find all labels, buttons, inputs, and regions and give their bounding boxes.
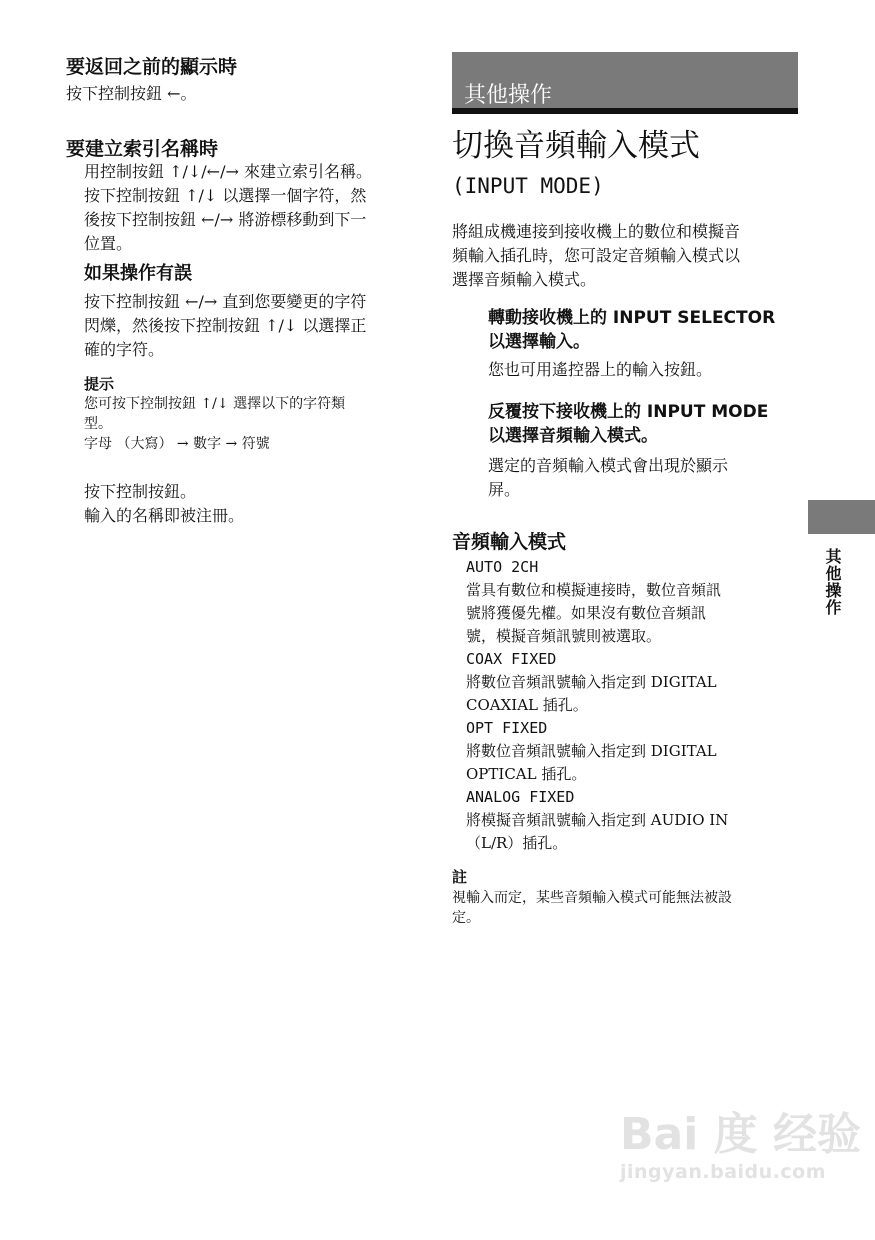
audio-input-modes-heading: 音頻輸入模式 bbox=[452, 531, 567, 553]
note-text bbox=[452, 888, 732, 928]
step1-heading bbox=[488, 306, 775, 354]
intro-text bbox=[452, 220, 740, 292]
tip-heading: 提示 bbox=[84, 375, 115, 393]
side-tab-label: 其他操作 bbox=[823, 548, 842, 616]
text-line: 當具有數位和模擬連接時，數位音頻訊 bbox=[466, 581, 722, 599]
text-line: 用控制按鈕 ↑/↓/←/→ 來建立索引名稱。 bbox=[84, 162, 372, 181]
text-line: 視輸入而定，某些音頻輸入模式可能無法被設 bbox=[452, 890, 732, 906]
text-line: 後按下控制按鈕 ←/→ 將游標移動到下一 bbox=[84, 210, 367, 229]
text-line: 確的字符。 bbox=[84, 340, 165, 359]
text-line: 號將獲優先權。如果沒有數位音頻訊 bbox=[466, 604, 707, 622]
if-mistake-text bbox=[84, 290, 366, 362]
text-line: （L/R）插孔。 bbox=[466, 834, 568, 852]
tip-text bbox=[84, 394, 345, 454]
text-line: 轉動接收機上的 INPUT SELECTOR bbox=[488, 308, 776, 328]
create-index-name-text bbox=[84, 160, 372, 256]
mode-name: ANALOG FIXED bbox=[466, 788, 575, 806]
page-title: 切換音頻輸入模式 bbox=[452, 128, 700, 164]
text-line: 輸入的名稱即被注冊。 bbox=[84, 506, 245, 525]
step2-heading bbox=[488, 400, 768, 448]
step1-body: 您也可用遙控器上的輸入按鈕。 bbox=[488, 360, 713, 379]
mode-description bbox=[466, 740, 728, 786]
text-line: 以選擇輸入。 bbox=[488, 332, 590, 352]
text-line: 您可按下控制按鈕 ↑/↓ 選擇以下的字符類 bbox=[84, 396, 346, 412]
text-line: 將數位音頻訊號輸入指定到 DIGITAL bbox=[466, 742, 717, 760]
text-line: 反覆按下接收機上的 INPUT MODE bbox=[488, 402, 769, 422]
heading-create-index-name: 要建立索引名稱時 bbox=[66, 138, 219, 160]
page-subtitle: (INPUT MODE) bbox=[452, 174, 604, 198]
watermark-url: jingyan.baidu.com bbox=[620, 1161, 826, 1183]
text-line: 將數位音頻訊號輸入指定到 DIGITAL bbox=[466, 673, 717, 691]
final-step-text bbox=[84, 480, 244, 528]
text-line: 按下控制按鈕 ←/→ 直到您要變更的字符 bbox=[84, 292, 367, 311]
text-line: 選擇音頻輸入模式。 bbox=[452, 270, 597, 289]
text-line: OPTICAL 插孔。 bbox=[466, 765, 587, 783]
text-line: 以選擇音頻輸入模式。 bbox=[488, 426, 658, 446]
text-line: 定。 bbox=[452, 910, 480, 926]
heading-if-mistake: 如果操作有誤 bbox=[84, 263, 192, 284]
text-line: 按下控制按鈕。 bbox=[84, 482, 197, 501]
text-line: 位置。 bbox=[84, 234, 133, 253]
audio-input-modes-list bbox=[466, 556, 728, 855]
character-type-sequence: 字母 （大寫） → 數字 → 符號 bbox=[84, 436, 270, 452]
baidu-logo: Bai 度 经验 bbox=[620, 1109, 861, 1160]
mode-description bbox=[466, 809, 728, 855]
side-tab-marker bbox=[808, 500, 875, 534]
heading-return-previous-display: 要返回之前的顯示時 bbox=[66, 56, 238, 78]
mode-name: AUTO 2CH bbox=[466, 558, 539, 576]
note-heading: 註 bbox=[452, 868, 468, 886]
text-line: 按下控制按鈕 ↑/↓ 以選擇一個字符，然 bbox=[84, 186, 367, 205]
section-header-title: 其他操作 bbox=[464, 83, 553, 108]
baidu-watermark bbox=[620, 1110, 861, 1184]
return-previous-display-text: 按下控制按鈕 ←。 bbox=[66, 84, 197, 103]
text-line: 頻輸入插孔時，您可設定音頻輸入模式以 bbox=[452, 246, 741, 265]
text-line: 將模擬音頻訊號輸入指定到 AUDIO IN bbox=[466, 811, 729, 829]
text-line: 號，模擬音頻訊號則被選取。 bbox=[466, 627, 662, 645]
text-line: 將組成機連接到接收機上的數位和模擬音 bbox=[452, 222, 741, 241]
step2-body bbox=[488, 454, 728, 502]
mode-name: OPT FIXED bbox=[466, 719, 548, 737]
mode-description bbox=[466, 579, 728, 648]
mode-name: COAX FIXED bbox=[466, 650, 557, 668]
text-line: 型。 bbox=[84, 416, 112, 432]
text-line: COAXIAL 插孔。 bbox=[466, 696, 588, 714]
text-line: 閃爍，然後按下控制按鈕 ↑/↓ 以選擇正 bbox=[84, 316, 367, 335]
text-line: 屏。 bbox=[488, 480, 521, 499]
text-line: 選定的音頻輸入模式會出現於顯示 bbox=[488, 456, 729, 475]
section-header-bar bbox=[452, 52, 798, 114]
mode-description bbox=[466, 671, 728, 717]
